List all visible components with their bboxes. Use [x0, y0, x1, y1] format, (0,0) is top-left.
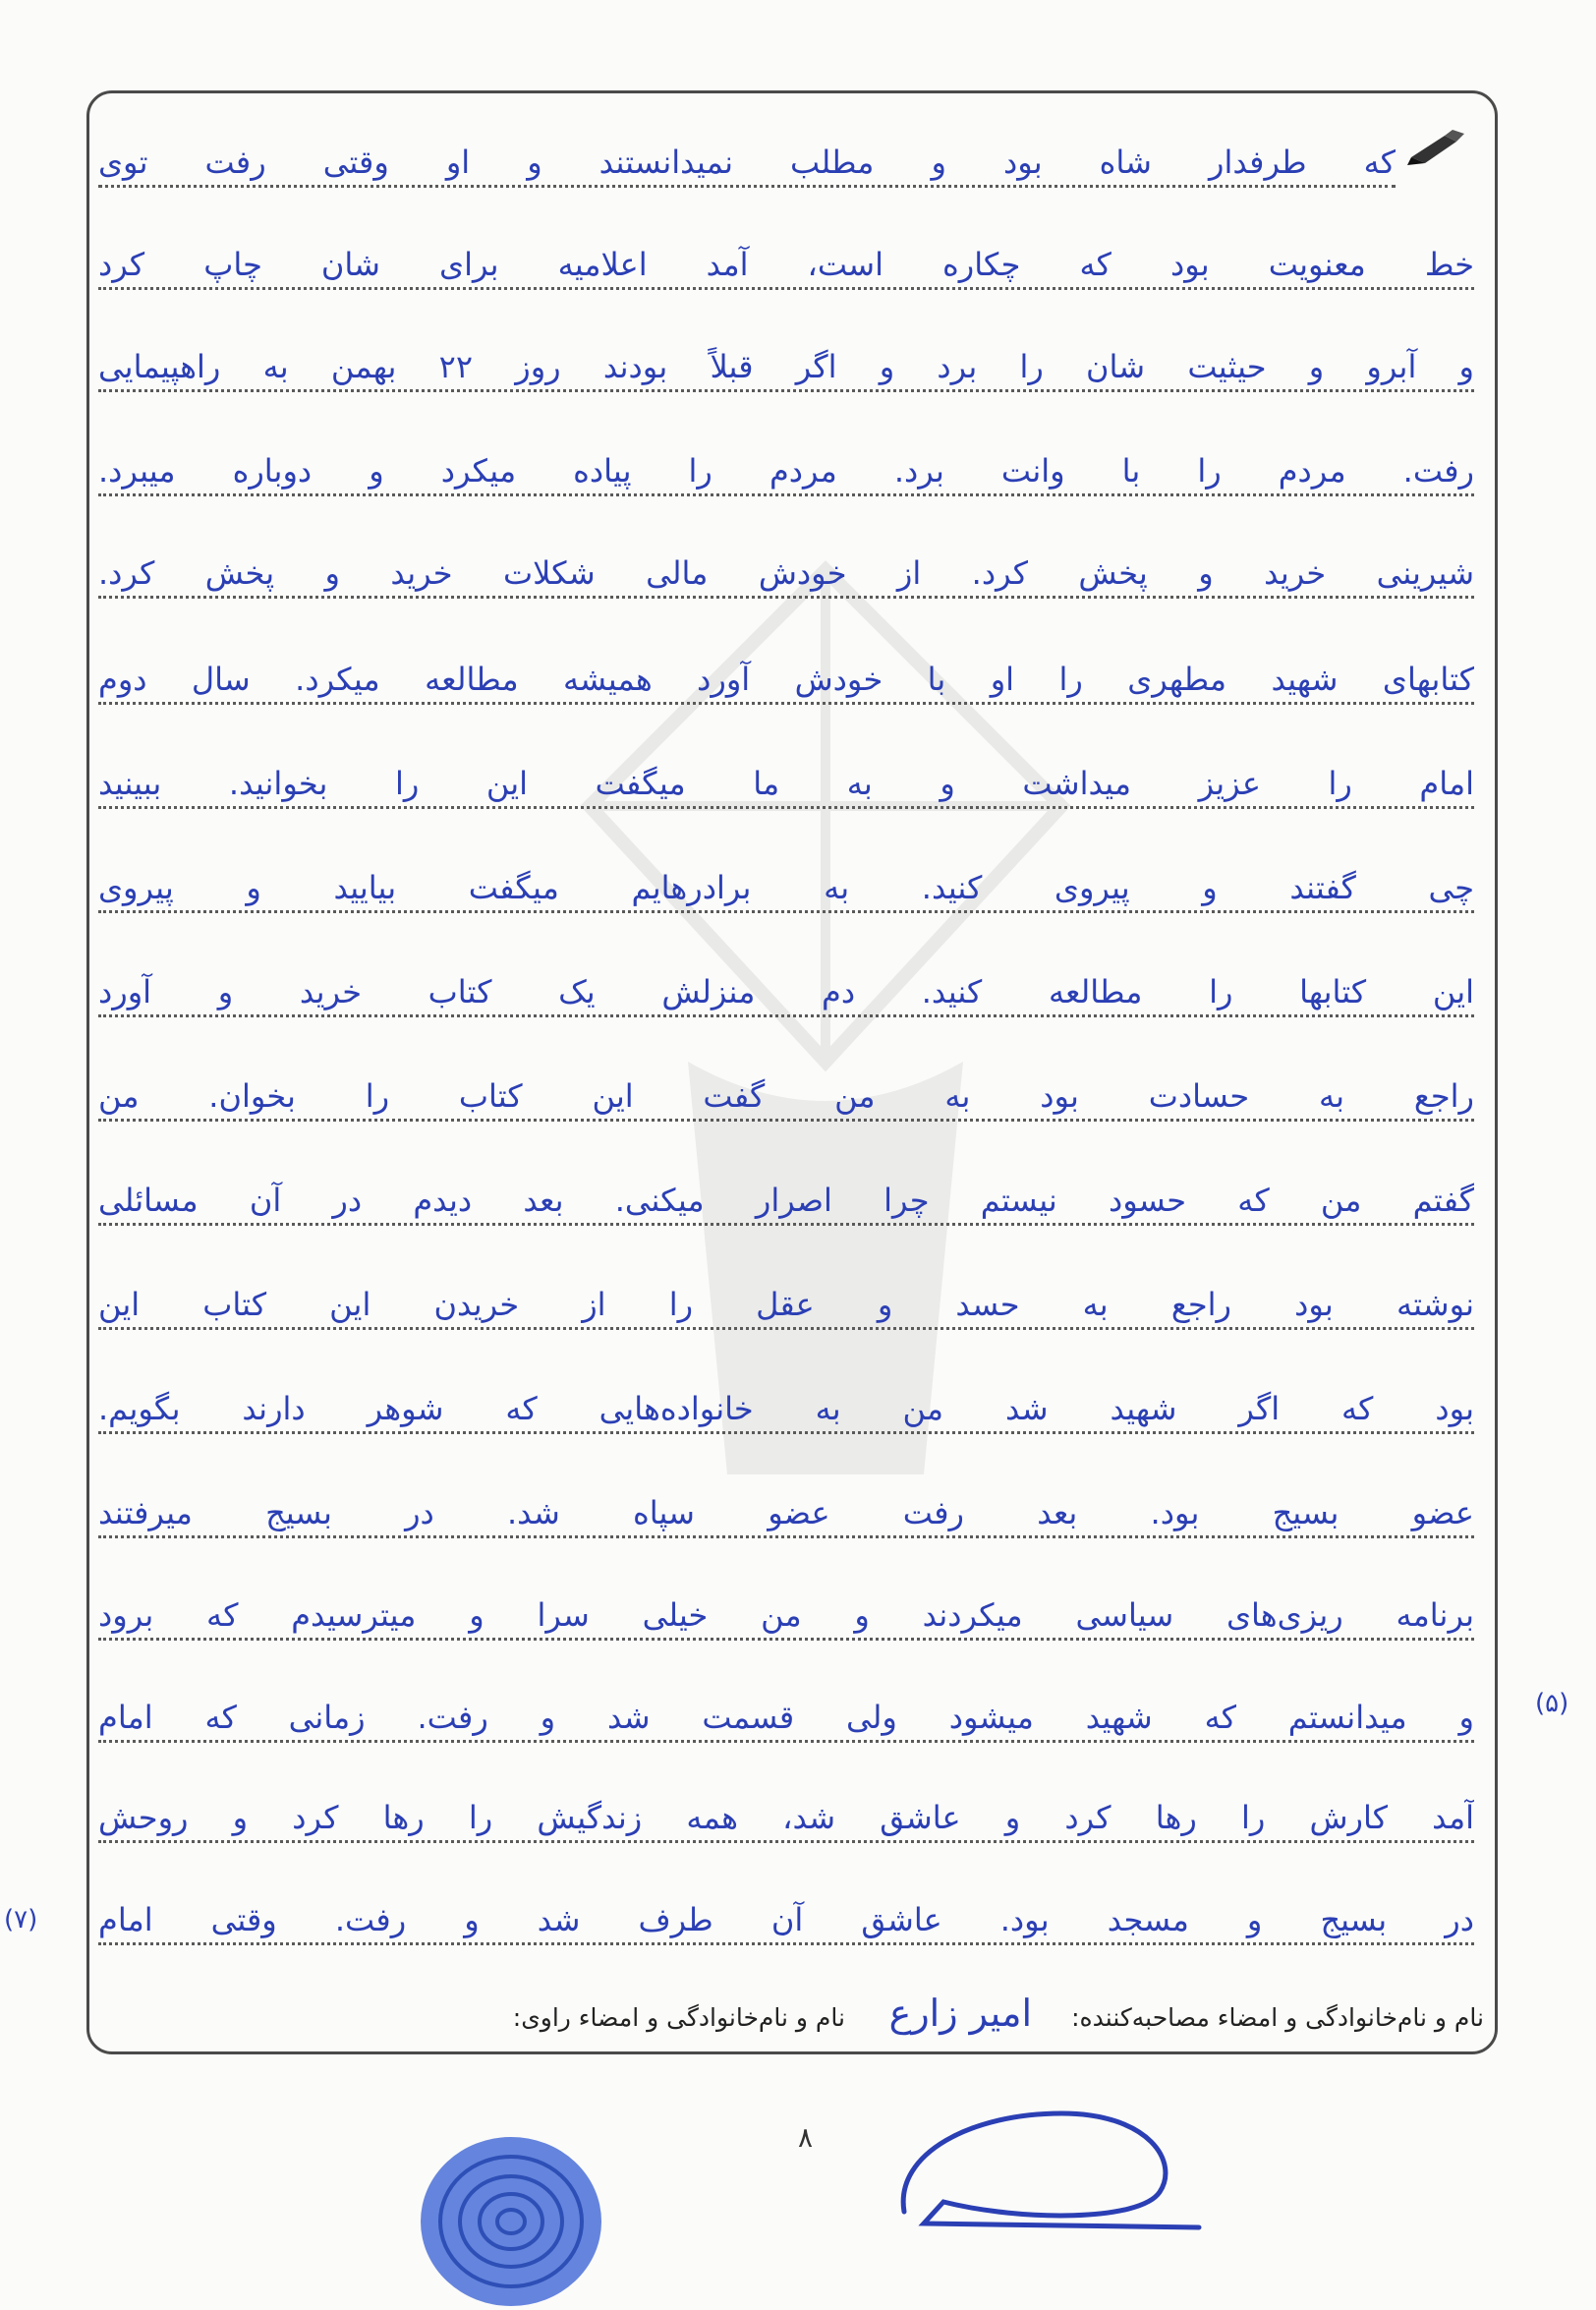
text-line: این کتابها را مطالعه کنید. دم منزلش یک کتاب خرید و آورد: [98, 961, 1474, 1022]
text-line: آمد کارش را رها کرد و عاشق شد، همه زندگیش را رها کرد و روحش: [98, 1787, 1474, 1848]
text-line: شیرینی خرید و پخش کرد. از خودش مالی شکلات خرید و پخش کرد.: [98, 543, 1474, 604]
narrator-label: نام و نام‌خانوادگی و امضاء راوی:: [512, 2003, 845, 2032]
margin-note: (۵): [1535, 1689, 1569, 1718]
text-line: که طرفدار شاه بود و مطلب نمیدانستند و او وقتی رفت توی: [98, 132, 1396, 193]
text-line: راجع به حسادت بود به من گفت این کتاب را بخوان. من: [98, 1066, 1474, 1126]
interviewer-label: نام و نام‌خانوادگی و امضاء مصاحبه‌کننده:: [1071, 2003, 1484, 2032]
page-number: ۸: [798, 2121, 814, 2154]
text-line: کتابهای شهید مطهری را او با خودش آورد همیشه مطالعه میکرد. سال دوم: [98, 649, 1474, 710]
text-line: و میدانستم که شهید میشود ولی قسمت شد و رفت. زمانی که امام: [98, 1687, 1474, 1748]
text-line: بود که اگر شهید شد من به خانواده‌هایی که شوهر دارند بگویم.: [98, 1378, 1474, 1439]
text-line: در بسیج و مسجد بود. عاشق آن طرف شد و رفت. وقتی امام: [98, 1889, 1474, 1950]
margin-note: (۷): [4, 1905, 38, 1935]
interviewer-signature: امیر زارع: [888, 1992, 1032, 2035]
text-line: امام را عزیز میداشت و به ما میگفت این را بخوانید. ببینید: [98, 753, 1474, 814]
text-line: عضو بسیج بود. بعد رفت عضو سپاه شد. در بسیج میرفتند: [98, 1482, 1474, 1543]
text-line: رفت. مردم را با وانت برد. مردم را پیاده میکرد و دوباره میبرد.: [98, 440, 1474, 501]
text-line: گفتم من که حسود نیستم چرا اصرار میکنی. بعد دیدم در آن مسائلی: [98, 1170, 1474, 1231]
text-line: خط معنویت بود که چکاره است، آمد اعلامیه برای شان چاپ کرد: [98, 234, 1474, 295]
text-line: نوشته بود راجع به حسد و عقل را از خریدن این کتاب این: [98, 1274, 1474, 1335]
signature-footer: [98, 1992, 1484, 2045]
fingerprint-icon: [403, 2113, 619, 2310]
text-line: برنامه ریزی‌های سیاسی میکردند و من خیلی سرا و میترسیدم که برود: [98, 1585, 1474, 1646]
text-line: و آبرو و حیثیت شان را برد و اگر قبلاً بودند روز ۲۲ بهمن به راهپیمایی: [98, 336, 1474, 397]
narrator-signature-icon: [884, 2094, 1238, 2241]
text-line: چی گفتند و پیروی کنید. به برادرهایم میگفت بیایید و پیروی: [98, 857, 1474, 918]
